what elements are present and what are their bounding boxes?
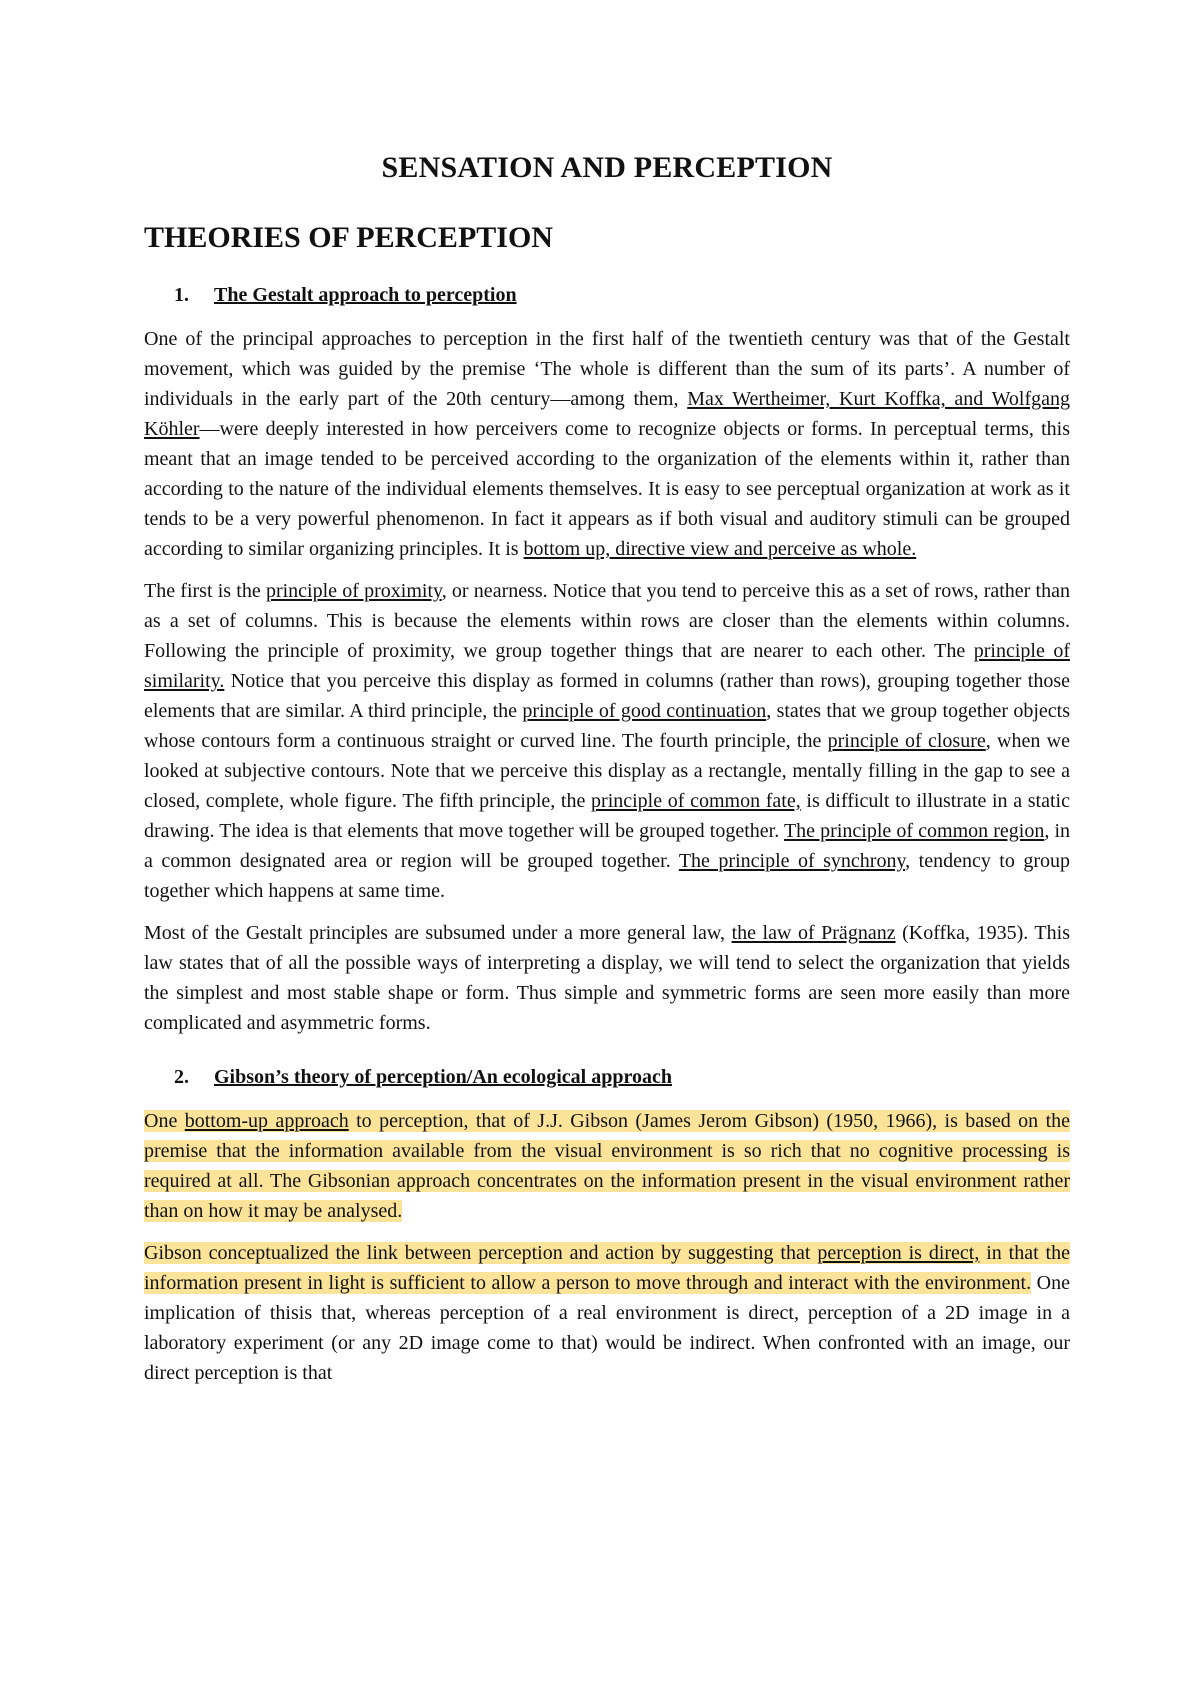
gestalt-paragraph-1: One of the principal approaches to perception in the first half of the twentieth century was that of the Gestalt movement, which was guided by the premise ‘The whole is different than the sum of its parts’. A number of individuals in the early part of the 20th century—among them, Max Wertheimer, Kurt Koffka, and Wolfgang Köhler—were deeply interested in how perceivers come to recognize objects or forms. In perceptual terms, this meant that an image tended to be perceived according to the organization of the elements within it, rather than according to the nature of the individual elements themselves. It is easy to see perceptual organization at work as it tends to be a very powerful phenomenon. In fact it appears as if both visual and auditory stimuli can be grouped according to similar organizing principles. It is bottom up, directive view and perceive as whole. — [144, 328, 1070, 560]
section-1-number: 1. — [174, 284, 189, 306]
section-2-heading — [174, 1064, 1070, 1090]
section-1-heading — [174, 282, 1070, 308]
gibson-paragraph-2: Gibson conceptualized the link between perception and action by suggesting that perception is direct, in that the information present in light is sufficient to allow a person to move through and interact with the environment. One implication of thisis that, whereas perception of a real environment is direct, perception of a 2D image in a laboratory experiment (or any 2D image come to that) would be indirect. When confronted with an image, our direct perception is that — [144, 1242, 1070, 1384]
gestalt-paragraph-3: Most of the Gestalt principles are subsumed under a more general law, the law of Prägnanz (Koffka, 1935). This law states that of all the possible ways of interpreting a display, we will tend to select the organization that yields the simplest and most stable shape or form. Thus simple and symmetric forms are seen more easily than more complicated and asymmetric forms. — [144, 922, 1070, 1034]
perception-direct-term: perception is direct, — [817, 1242, 980, 1264]
bottom-up-approach-term: bottom-up approach — [184, 1110, 349, 1132]
gibson-paragraph-1 — [144, 1106, 1070, 1226]
similarity-term: principle of similarity. — [144, 640, 1070, 692]
section-2-number: 2. — [174, 1066, 189, 1088]
document-subtitle: THEORIES OF PERCEPTION — [144, 221, 553, 254]
closure-term: principle of closure — [827, 730, 986, 752]
synchrony-term: The principle of synchrony — [678, 850, 906, 872]
common-fate-term: principle of common fate, — [591, 790, 801, 812]
section-1-title: The Gestalt approach to perception — [214, 284, 517, 306]
section-2-title: Gibson’s theory of perception/An ecological approach — [214, 1066, 672, 1088]
highlighted-text: Gibson conceptualized the link between perception and action by suggesting that perception is direct, in that the information present in light is sufficient to allow a person to move through and interact with the environment. — [144, 1242, 1070, 1294]
good-continuation-term: principle of good continuation — [522, 700, 767, 722]
gestalt-names-underlined: Max Wertheimer, Kurt Koffka, and Wolfgang Köhler — [144, 388, 1070, 440]
pragnanz-term: the law of Prägnanz — [731, 922, 896, 944]
gestalt-paragraph-2: The first is the principle of proximity, or nearness. Notice that you tend to perceive this as a set of rows, rather than as a set of columns. This is because the elements within rows are closer than the elements within columns. Following the principle of proximity, we group together things that are nearer to each other. The principle of similarity. Notice that you perceive this display as formed in columns (rather than rows), grouping together those elements that are similar. A third principle, the principle of good continuation, states that we group together objects whose contours form a continuous straight or curved line. The fourth principle, the principle of closure, when we looked at subjective contours. Note that we perceive this display as a rectangle, mentally filling in the gap to see a closed, complete, whole figure. The fifth principle, the principle of common fate, is difficult to illustrate in a static drawing. The idea is that elements that move together will be grouped together. The principle of common region, in a common designated area or region will be grouped together. The principle of synchrony, tendency to group together which happens at same time. — [144, 580, 1071, 902]
highlighted-text: One bottom-up approach to perception, that of J.J. Gibson (James Jerom Gibson) (1950, 1966), is based on the premise that the information available from the visual environment is so rich that no cognitive processing is required at all. The Gibsonian approach concentrates on the information present in the visual environment rather than on how it may be analysed. — [144, 1110, 1071, 1222]
common-region-term: The principle of common region — [783, 820, 1045, 842]
document-title: SENSATION AND PERCEPTION — [381, 151, 833, 184]
proximity-term: principle of proximity — [265, 580, 442, 602]
bottom-up-view-underlined: bottom up, directive view and perceive as whole. — [523, 538, 917, 560]
